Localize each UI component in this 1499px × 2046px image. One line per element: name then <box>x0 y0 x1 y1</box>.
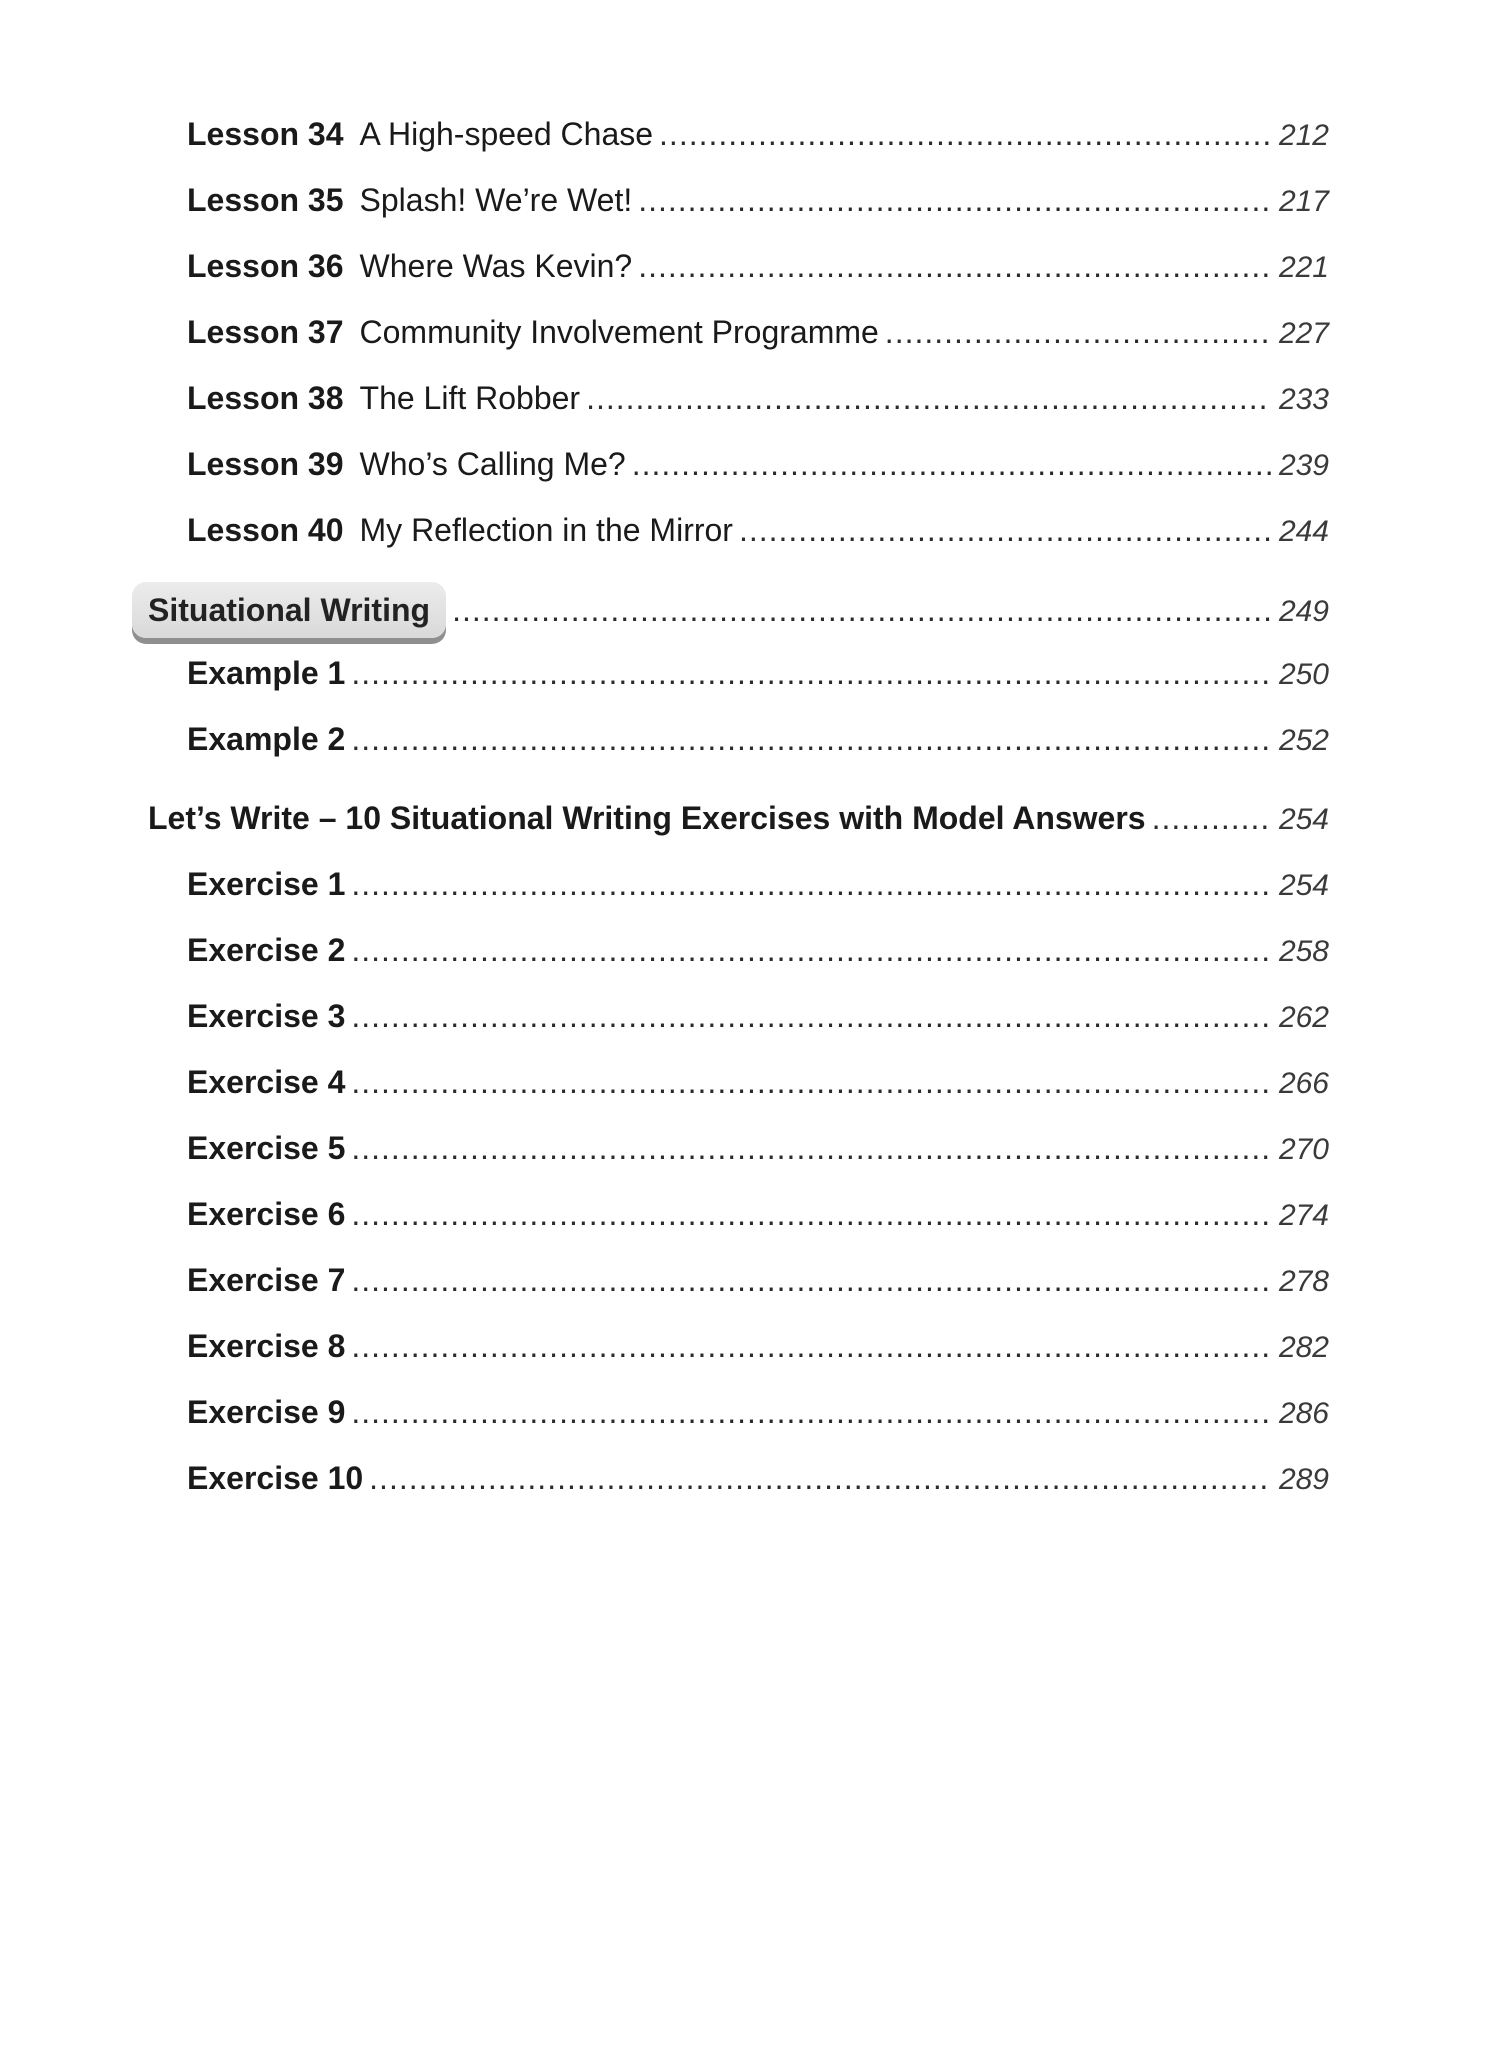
dot-leader <box>739 505 1271 555</box>
toc-entry-lesson-34[interactable] <box>187 109 1329 159</box>
page-number: 252 <box>1278 724 1329 757</box>
toc-entry-exercise-1[interactable] <box>187 859 1329 909</box>
toc-entry-exercise-4[interactable] <box>187 1057 1329 1107</box>
entry-label: Lesson 40 <box>187 512 344 548</box>
toc-entry-exercise-5[interactable] <box>187 1123 1329 1173</box>
dot-leader <box>351 991 1271 1041</box>
dot-leader <box>632 439 1271 489</box>
entry-label: Lesson 37 <box>187 314 344 350</box>
dot-leader <box>351 925 1271 975</box>
page-number: 254 <box>1278 803 1329 836</box>
dot-leader <box>351 859 1271 909</box>
dot-leader <box>659 109 1271 159</box>
dot-leader <box>452 585 1271 635</box>
dot-leader <box>351 648 1271 698</box>
page-number: 227 <box>1278 317 1329 350</box>
dot-leader <box>351 1321 1271 1371</box>
page-number: 250 <box>1278 658 1329 691</box>
toc-section-situational-writing[interactable] <box>132 585 1329 635</box>
section-heading-badge: Situational Writing <box>132 582 446 638</box>
page-number: 278 <box>1278 1265 1329 1298</box>
entry-label: Exercise 10 <box>187 1460 364 1496</box>
dot-leader <box>351 1189 1271 1239</box>
dot-leader <box>369 1453 1271 1503</box>
dot-leader <box>351 1255 1271 1305</box>
entry-label: Exercise 4 <box>187 1064 346 1100</box>
page-number: 286 <box>1278 1397 1329 1430</box>
toc-entry-exercise-2[interactable] <box>187 925 1329 975</box>
page-number: 274 <box>1278 1199 1329 1232</box>
entry-title: Where Was Kevin? <box>359 248 633 284</box>
entry-label: Lesson 36 <box>187 248 344 284</box>
dot-leader <box>586 373 1271 423</box>
toc-entry-exercise-8[interactable] <box>187 1321 1329 1371</box>
page-number: 233 <box>1278 383 1329 416</box>
page-number: 244 <box>1278 515 1329 548</box>
dot-leader <box>638 241 1271 291</box>
page-number: 254 <box>1278 869 1329 902</box>
entry-label: Lesson 38 <box>187 380 344 416</box>
dot-leader <box>1152 793 1271 843</box>
dot-leader <box>885 307 1271 357</box>
page-number: 258 <box>1278 935 1329 968</box>
entry-label: Exercise 9 <box>187 1394 346 1430</box>
page-number: 212 <box>1278 119 1329 152</box>
page-number: 270 <box>1278 1133 1329 1166</box>
entry-label: Example 2 <box>187 721 346 757</box>
dot-leader <box>638 175 1271 225</box>
entry-title: Splash! We’re Wet! <box>359 182 633 218</box>
dot-leader <box>351 1123 1271 1173</box>
entry-title: The Lift Robber <box>359 380 581 416</box>
toc-entry-exercise-6[interactable] <box>187 1189 1329 1239</box>
page-number: 282 <box>1278 1331 1329 1364</box>
entry-label: Exercise 8 <box>187 1328 346 1364</box>
entry-title: A High-speed Chase <box>359 116 654 152</box>
entry-label: Exercise 3 <box>187 998 346 1034</box>
toc-section-lets-write[interactable] <box>148 793 1329 843</box>
entry-label: Exercise 1 <box>187 866 346 902</box>
entry-label: Lesson 39 <box>187 446 344 482</box>
toc-entry-example-1[interactable] <box>187 648 1329 698</box>
entry-label: Lesson 34 <box>187 116 344 152</box>
toc-entry-lesson-35[interactable] <box>187 175 1329 225</box>
dot-leader <box>351 1387 1271 1437</box>
page-number: 221 <box>1278 251 1329 284</box>
page-number: 239 <box>1278 449 1329 482</box>
page-number: 289 <box>1278 1463 1329 1496</box>
toc-entry-exercise-7[interactable] <box>187 1255 1329 1305</box>
toc-entry-lesson-38[interactable] <box>187 373 1329 423</box>
page-number: 262 <box>1278 1001 1329 1034</box>
toc-entry-example-2[interactable] <box>187 714 1329 764</box>
toc-entry-exercise-3[interactable] <box>187 991 1329 1041</box>
toc-entry-lesson-40[interactable] <box>187 505 1329 555</box>
entry-title: Who’s Calling Me? <box>359 446 626 482</box>
entry-label: Exercise 6 <box>187 1196 346 1232</box>
toc-entry-exercise-10[interactable] <box>187 1453 1329 1503</box>
entry-label: Exercise 7 <box>187 1262 346 1298</box>
dot-leader <box>351 1057 1271 1107</box>
entry-label: Example 1 <box>187 655 346 691</box>
entry-label: Exercise 5 <box>187 1130 346 1166</box>
page-number: 217 <box>1278 185 1329 218</box>
toc-entry-lesson-36[interactable] <box>187 241 1329 291</box>
section-heading: Let’s Write – 10 Situational Writing Exercises with Model Answers <box>148 800 1146 836</box>
entry-title: Community Involvement Programme <box>359 314 879 350</box>
toc-entry-lesson-39[interactable] <box>187 439 1329 489</box>
page-number: 266 <box>1278 1067 1329 1100</box>
entry-label: Exercise 2 <box>187 932 346 968</box>
toc-entry-lesson-37[interactable] <box>187 307 1329 357</box>
entry-label: Lesson 35 <box>187 182 344 218</box>
entry-title: My Reflection in the Mirror <box>359 512 733 548</box>
toc-entry-exercise-9[interactable] <box>187 1387 1329 1437</box>
page-number: 249 <box>1278 595 1329 628</box>
dot-leader <box>351 714 1271 764</box>
